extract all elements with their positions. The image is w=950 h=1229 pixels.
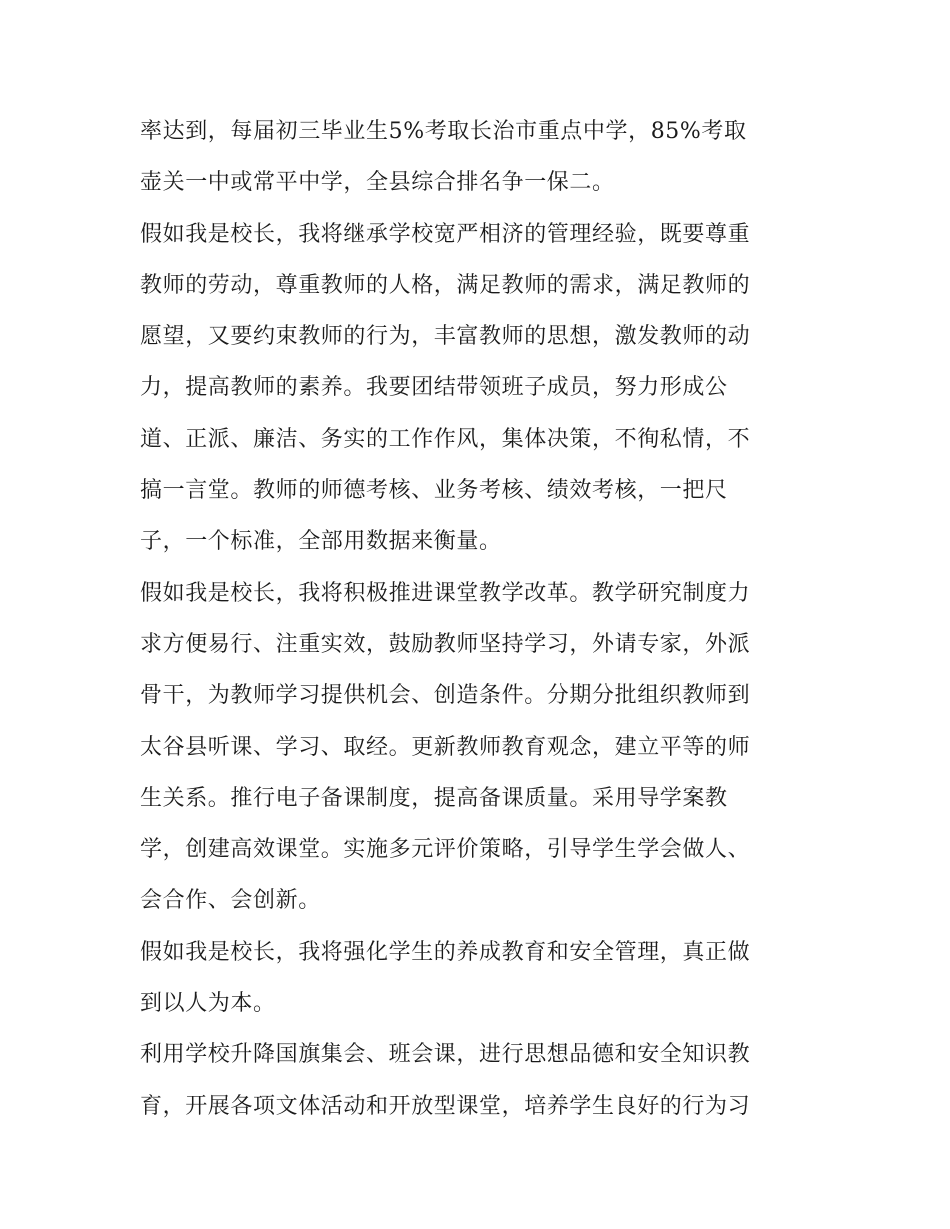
text-line: 育，开展各项文体活动和开放型课堂，培养学生良好的行为习	[140, 1093, 751, 1119]
text-line: 到以人为本。	[140, 991, 276, 1017]
text-line: 会合作、会创新。	[140, 888, 321, 914]
text-line: 学，创建高效课堂。实施多元评价策略，引导学生学会做人、	[140, 837, 751, 863]
body-text	[140, 106, 820, 1132]
text-line: 率达到，每届初三毕业生5%考取长治市重点中学，85%考取	[140, 119, 747, 144]
text-line: 子，一个标准，全部用数据来衡量。	[140, 529, 502, 555]
text-line: 教师的劳动，尊重教师的人格，满足教师的需求，满足教师的	[140, 272, 751, 298]
text-line: 假如我是校长，我将强化学生的养成教育和安全管理，真正做	[140, 939, 751, 965]
text-line: 假如我是校长，我将积极推进课堂教学改革。教学研究制度力	[140, 580, 751, 606]
text-line: 利用学校升降国旗集会、班会课，进行思想品德和安全知识教	[140, 1042, 751, 1068]
text-line: 力，提高教师的素养。我要团结带领班子成员，努力形成公	[140, 375, 728, 401]
text-line: 愿望，又要约束教师的行为，丰富教师的思想，激发教师的动	[140, 324, 751, 350]
text-line: 太谷县听课、学习、取经。更新教师教育观念，建立平等的师	[140, 734, 751, 760]
text-line: 道、正派、廉洁、务实的工作作风，集体决策，不徇私情，不	[140, 426, 751, 452]
text-line: 求方便易行、注重实效，鼓励教师坚持学习，外请专家，外派	[140, 631, 751, 657]
text-line: 假如我是校长，我将继承学校宽严相济的管理经验，既要尊重	[140, 221, 751, 247]
text-line: 骨干，为教师学习提供机会、创造条件。分期分批组织教师到	[140, 683, 751, 709]
text-line: 搞一言堂。教师的师德考核、业务考核、绩效考核，一把尺	[140, 478, 728, 504]
text-line: 壶关一中或常平中学，全县综合排名争一保二。	[140, 170, 615, 196]
text-line: 生关系。推行电子备课制度，提高备课质量。采用导学案教	[140, 785, 728, 811]
